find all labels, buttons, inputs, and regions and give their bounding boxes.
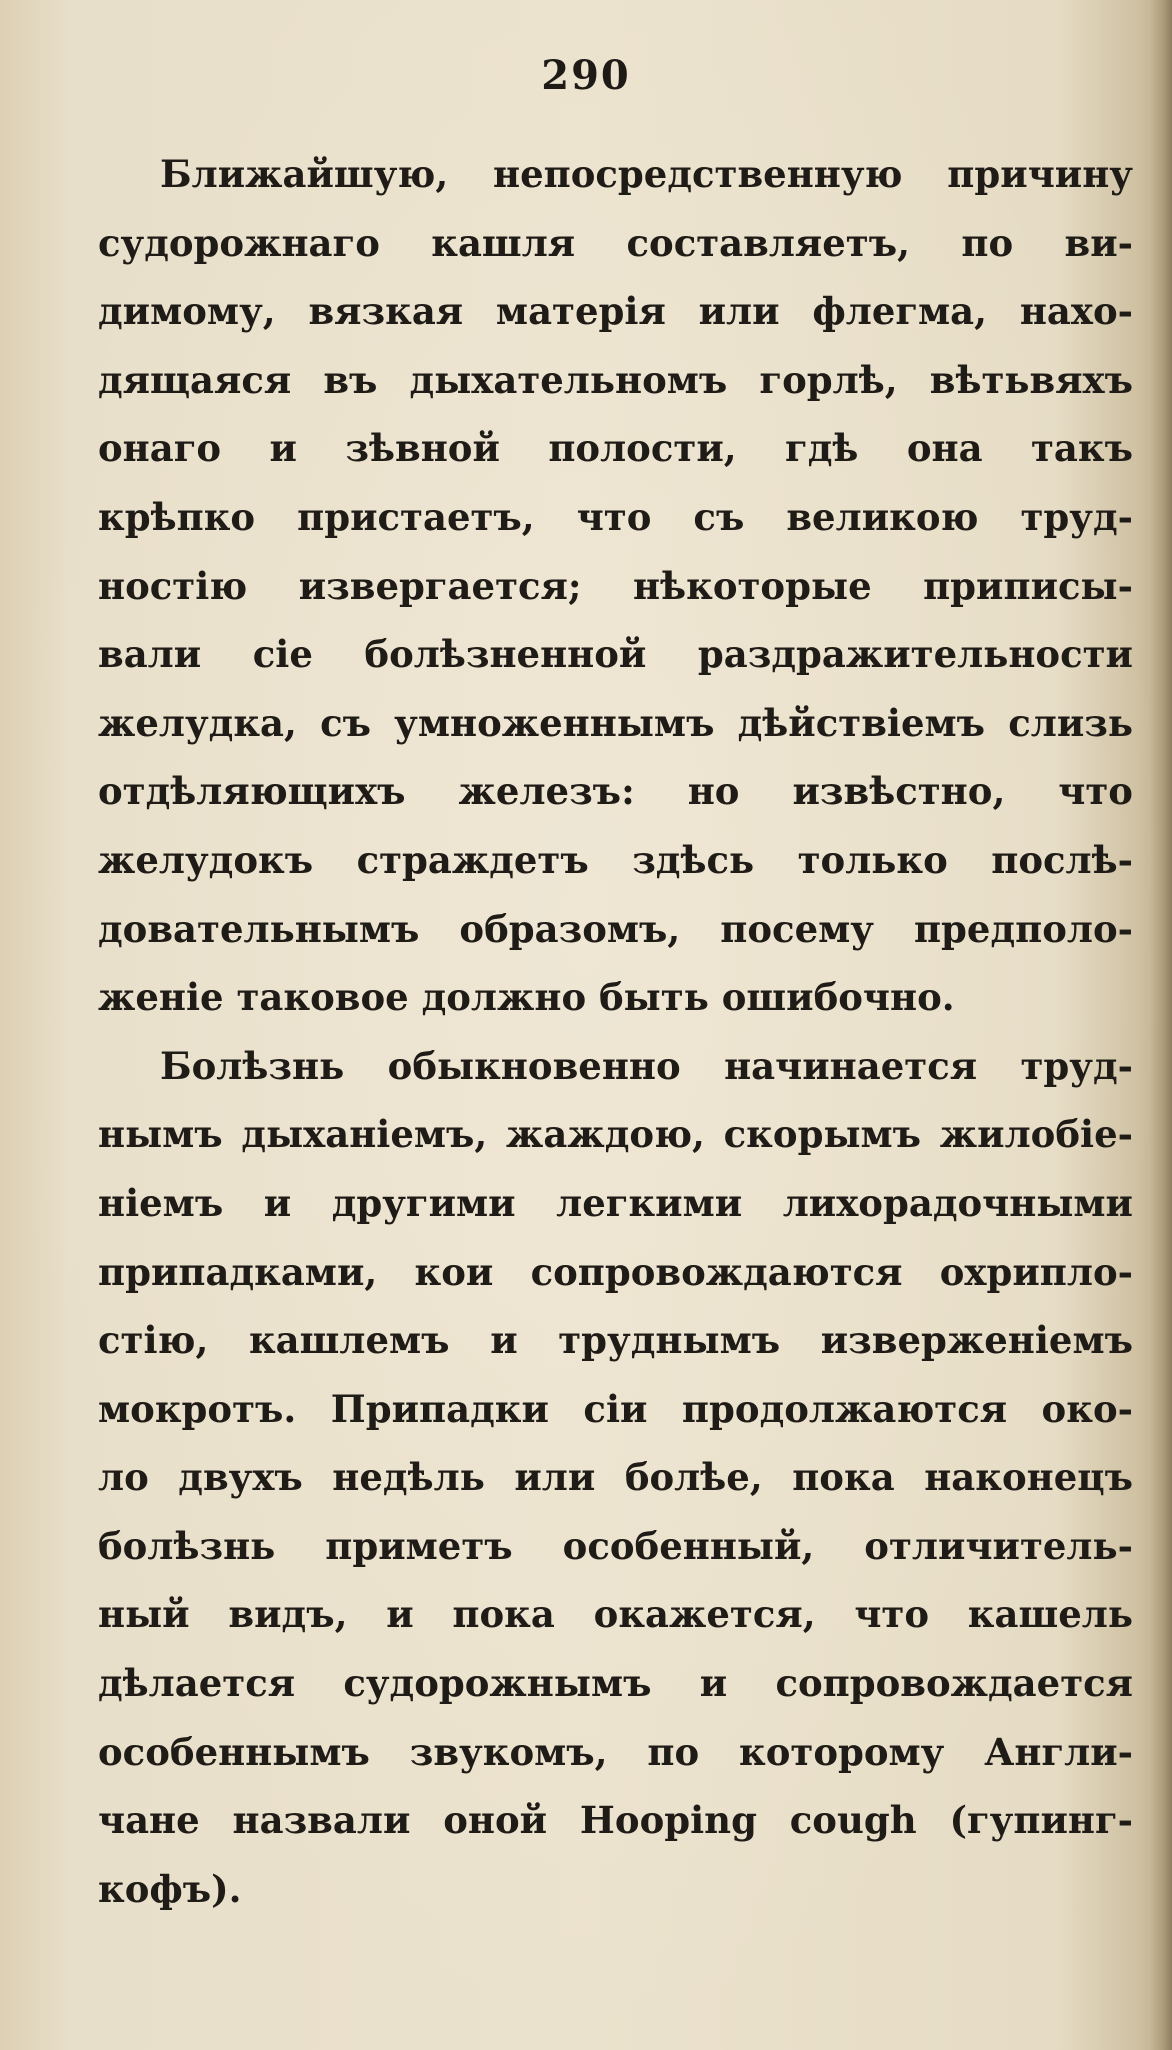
text-line: ностію извергается; нѣкоторые приписы- (98, 563, 1133, 608)
text-line: желудка, съ умноженнымъ дѣйствіемъ слизь (98, 700, 1133, 745)
text-line: вали сіе болѣзненной раздражительности (98, 632, 1133, 677)
text-line: онаго и зѣвной полости, гдѣ она такъ (98, 426, 1133, 471)
text-line: довательнымъ образомъ, посему предполо- (98, 906, 1133, 951)
text-line: Болѣзнь обыкновенно начинается труд- (160, 1043, 1133, 1088)
text-line: кофъ). (98, 1866, 242, 1911)
text-line: особеннымъ звукомъ, по которому Англи- (98, 1729, 1133, 1774)
body-text (98, 140, 1133, 1923)
text-line: припадками, кои сопровождаются охрипло- (98, 1249, 1133, 1294)
text-line: дящаяся въ дыхательномъ горлѣ, вѣтьвяхъ (98, 357, 1133, 402)
text-line: ніемъ и другими легкими лихорадочными (98, 1180, 1133, 1225)
text-line: болѣзнь приметъ особенный, отличитель- (98, 1523, 1133, 1568)
page-binding-shadow (1150, 0, 1172, 2050)
text-line: Ближайшую, непосредственную причину (160, 152, 1133, 196)
text-line: стію, кашлемъ и труднымъ изверженіемъ (98, 1318, 1133, 1363)
text-line: желудокъ страждетъ здѣсь только послѣ- (98, 837, 1133, 882)
page-number: 290 (541, 52, 631, 99)
text-line: крѣпко пристаетъ, что съ великою труд- (98, 494, 1133, 539)
text-line: дѣлается судорожнымъ и сопровождается (98, 1661, 1133, 1706)
text-line: отдѣляющихъ железъ: но извѣстно, что (98, 769, 1133, 814)
text-line: женіе таковое должно быть ошибочно. (98, 975, 955, 1020)
text-line: ло двухъ недѣль или болѣе, пока наконецъ (98, 1455, 1133, 1500)
text-line: чане назвали оной Hooping cough (гупинг- (98, 1798, 1133, 1843)
text-line: ный видъ, и пока окажется, что кашель (98, 1592, 1133, 1637)
text-line: димому, вязкая матерія или флегма, нахо- (98, 289, 1133, 334)
text-line: судорожнаго кашля составляетъ, по ви- (98, 220, 1133, 265)
text-line: мокротъ. Припадки сіи продолжаются око- (98, 1386, 1133, 1431)
text-line: нымъ дыханіемъ, жаждою, скорымъ жилобіе- (98, 1112, 1133, 1157)
